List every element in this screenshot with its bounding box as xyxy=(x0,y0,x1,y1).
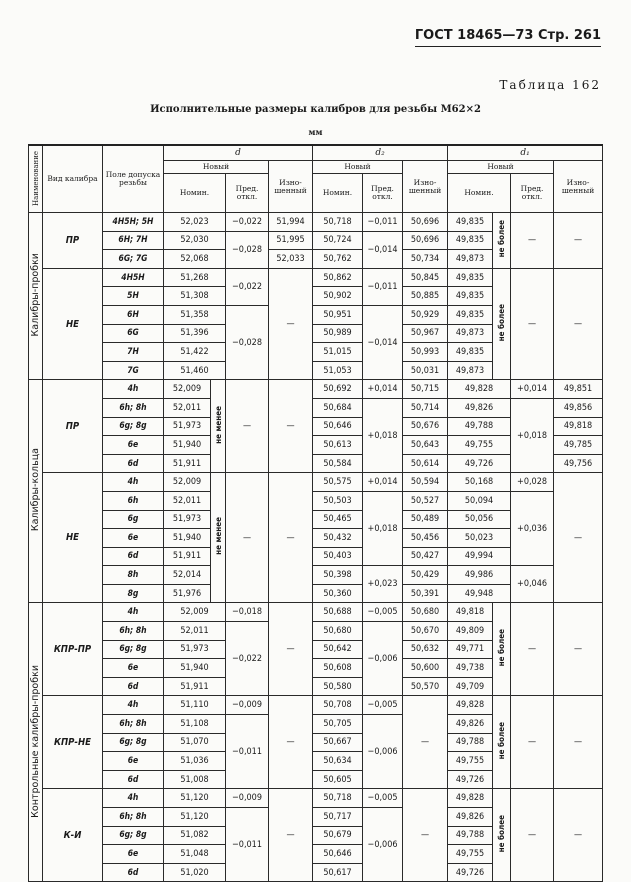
header-d-nom: Номин. xyxy=(164,174,226,213)
cell-field: 6d xyxy=(103,547,164,566)
cell-field: 6g xyxy=(103,510,164,529)
cell-kind: КПР-ПР xyxy=(43,603,103,696)
cell-d-nom: 52,023 xyxy=(164,213,226,232)
cell-field: 6G; 7G xyxy=(103,250,164,269)
cell-d1-pred: +0,028 xyxy=(511,473,554,492)
cell-d-nom: 52,014 xyxy=(164,566,211,585)
header-d1-pred: Пред. откл. xyxy=(511,174,554,213)
cell-d2-nom: 51,053 xyxy=(313,361,363,380)
cell-field: 6g; 8g xyxy=(103,417,164,436)
cell-field: 6d xyxy=(103,454,164,473)
header-kind: Вид калибра xyxy=(43,145,103,213)
cell-d1-nom: 49,788 xyxy=(448,417,511,436)
cell-d1-nom: 49,755 xyxy=(448,436,511,455)
cell-d2-worn: 50,929 xyxy=(403,305,448,324)
cell-d2-nom: 50,708 xyxy=(313,696,363,715)
cell-d2-worn: 50,845 xyxy=(403,268,448,287)
cell-d1-nom: 49,835 xyxy=(448,213,493,232)
header-field: Поле допуска резьбы xyxy=(103,145,164,213)
cell-d1-nom: 49,835 xyxy=(448,305,493,324)
cell-field: 7G xyxy=(103,361,164,380)
cell-d-nom: 51,911 xyxy=(164,454,211,473)
cell-d-nom: 51,940 xyxy=(164,436,211,455)
cell-d2-worn: 50,734 xyxy=(403,250,448,269)
cell-d2-worn: 50,643 xyxy=(403,436,448,455)
cell-d-pred: −0,011 xyxy=(226,715,269,789)
table-row xyxy=(29,213,603,232)
cell-d2-worn: 50,570 xyxy=(403,677,448,696)
table-row xyxy=(29,696,603,715)
cell-d-pred: −0,009 xyxy=(226,789,269,808)
cell-d1-nom: 49,709 xyxy=(448,677,493,696)
cell-d2-nom: 50,679 xyxy=(313,826,363,845)
cell-d-nom: 51,396 xyxy=(164,324,226,343)
cell-d-nom: 51,020 xyxy=(164,863,226,882)
calibre-dimensions-table xyxy=(28,144,603,882)
cell-d2-nom: 50,902 xyxy=(313,287,363,306)
cell-d-pred: −0,022 xyxy=(226,622,269,696)
cell-field: 6h; 8h xyxy=(103,622,164,641)
cell-d2-pred: +0,018 xyxy=(363,398,403,472)
cell-d2-worn: 50,715 xyxy=(403,380,448,399)
cell-d2-worn: 50,676 xyxy=(403,417,448,436)
cell-d-worn: — xyxy=(269,789,313,882)
cell-d-pred: −0,022 xyxy=(226,213,269,232)
cell-field: 6g; 8g xyxy=(103,640,164,659)
header-d1-worn: Изно-шенный xyxy=(554,161,603,213)
cell-d-nom: 51,268 xyxy=(164,268,226,287)
cell-d2-worn: 50,429 xyxy=(403,566,448,585)
cell-d2-worn: 50,714 xyxy=(403,398,448,417)
cell-d2-pred: −0,011 xyxy=(363,268,403,305)
cell-d-nom: 51,308 xyxy=(164,287,226,306)
cell-d-nom: 52,030 xyxy=(164,231,226,250)
cell-d1-nom: 49,873 xyxy=(448,324,493,343)
cell-d2-pred: +0,014 xyxy=(363,473,403,492)
cell-field: 6e xyxy=(103,436,164,455)
header-d: d xyxy=(164,145,313,161)
cell-d-nom: 51,940 xyxy=(164,659,226,678)
cell-d-nom: 51,911 xyxy=(164,547,211,566)
cell-d2-pred: −0,005 xyxy=(363,789,403,808)
cell-d2-nom: 50,613 xyxy=(313,436,363,455)
header-d1-new: Новый xyxy=(448,161,554,174)
cell-d2-nom: 50,989 xyxy=(313,324,363,343)
cell-d2-nom: 50,646 xyxy=(313,417,363,436)
cell-d-worn: 51,995 xyxy=(269,231,313,250)
cell-d-nom: 51,008 xyxy=(164,770,226,789)
cell-d2-nom: 50,642 xyxy=(313,640,363,659)
cell-d-nom: 52,011 xyxy=(164,398,211,417)
cell-d2-pred: −0,014 xyxy=(363,305,403,379)
cell-d-pred: — xyxy=(226,473,269,603)
cell-d-nom: 51,110 xyxy=(164,696,226,715)
cell-d1-pred: — xyxy=(511,603,554,696)
header-d-new: Новый xyxy=(164,161,269,174)
table-body xyxy=(29,213,603,882)
cell-d1-nom: 49,873 xyxy=(448,250,493,269)
cell-d2-pred: −0,005 xyxy=(363,603,403,622)
cell-field: 6G xyxy=(103,324,164,343)
cell-d1-nom: 49,826 xyxy=(448,808,493,827)
cell-d-nom: 51,911 xyxy=(164,677,226,696)
cell-d1-worn: — xyxy=(554,473,603,603)
cell-d2-worn: — xyxy=(403,696,448,789)
cell-d2-nom: 50,403 xyxy=(313,547,363,566)
cell-d2-worn: 50,427 xyxy=(403,547,448,566)
cell-d2-nom: 50,684 xyxy=(313,398,363,417)
cell-d1-nom: 49,835 xyxy=(448,268,493,287)
cell-d-nom: 51,973 xyxy=(164,417,211,436)
cell-d1-nom: 49,828 xyxy=(448,789,493,808)
table-row xyxy=(29,268,603,287)
cell-d-nom: 51,973 xyxy=(164,510,211,529)
cell-d1-nom: 50,094 xyxy=(448,491,511,510)
table-row xyxy=(29,789,603,808)
cell-d1-worn: — xyxy=(554,696,603,789)
cell-d1-nom: 49,828 xyxy=(448,380,511,399)
cell-d2-worn: 50,600 xyxy=(403,659,448,678)
cell-d2-worn: 50,594 xyxy=(403,473,448,492)
cell-d-nom: 51,070 xyxy=(164,733,226,752)
cell-d1-nom: 49,726 xyxy=(448,863,493,882)
cell-group: Калибры-пробки xyxy=(29,213,43,380)
cell-d2-worn: 50,670 xyxy=(403,622,448,641)
header-d2-worn: Изно-шенный xyxy=(403,161,448,213)
cell-field: 4H5H xyxy=(103,268,164,287)
cell-d2-nom: 50,951 xyxy=(313,305,363,324)
table-title: Исполнительные размеры калибров для резьбы М62×2 xyxy=(150,104,481,115)
cell-d1-worn: 49,756 xyxy=(554,454,603,473)
cell-d1-note: не более xyxy=(493,789,511,882)
cell-d2-worn: 50,456 xyxy=(403,529,448,548)
table-row xyxy=(29,603,603,622)
header-d1: d₁ xyxy=(448,145,603,161)
cell-d2-nom: 50,608 xyxy=(313,659,363,678)
cell-d-pred: −0,028 xyxy=(226,305,269,379)
cell-d1-nom: 49,726 xyxy=(448,454,511,473)
header-d2-pred: Пред. откл. xyxy=(363,174,403,213)
cell-d2-worn: 50,489 xyxy=(403,510,448,529)
cell-d2-nom: 50,360 xyxy=(313,584,363,603)
cell-field: 4h xyxy=(103,696,164,715)
cell-d2-nom: 50,580 xyxy=(313,677,363,696)
cell-d2-nom: 50,432 xyxy=(313,529,363,548)
cell-d1-worn: 49,856 xyxy=(554,398,603,417)
cell-d2-pred: +0,023 xyxy=(363,566,403,603)
cell-d2-pred: +0,014 xyxy=(363,380,403,399)
cell-d-nom: 51,973 xyxy=(164,640,226,659)
cell-d2-nom: 50,398 xyxy=(313,566,363,585)
cell-d2-pred: +0,018 xyxy=(363,491,403,565)
cell-d1-note: не более xyxy=(493,603,511,696)
cell-d2-nom: 50,705 xyxy=(313,715,363,734)
cell-kind: НЕ xyxy=(43,473,103,603)
cell-d1-worn: — xyxy=(554,268,603,380)
cell-d1-pred: — xyxy=(511,789,554,882)
cell-d2-pred: −0,014 xyxy=(363,231,403,268)
cell-d2-nom: 50,605 xyxy=(313,770,363,789)
cell-d2-nom: 50,617 xyxy=(313,863,363,882)
cell-d1-nom: 49,835 xyxy=(448,231,493,250)
cell-field: 6h; 8h xyxy=(103,808,164,827)
cell-d1-nom: 49,835 xyxy=(448,287,493,306)
cell-field: 6e xyxy=(103,752,164,771)
cell-field: 6e xyxy=(103,845,164,864)
cell-field: 6d xyxy=(103,863,164,882)
cell-d1-nom: 49,828 xyxy=(448,696,493,715)
cell-d-nom: 51,082 xyxy=(164,826,226,845)
cell-d1-worn: — xyxy=(554,213,603,269)
cell-d2-nom: 50,465 xyxy=(313,510,363,529)
cell-d-nom: 51,108 xyxy=(164,715,226,734)
cell-d2-nom: 50,724 xyxy=(313,231,363,250)
cell-field: 4h xyxy=(103,473,164,492)
header-d2-nom: Номин. xyxy=(313,174,363,213)
cell-kind: К-И xyxy=(43,789,103,882)
cell-d-nom: 51,460 xyxy=(164,361,226,380)
cell-d2-nom: 50,575 xyxy=(313,473,363,492)
page-header: ГОСТ 18465—73 Стр. 261 xyxy=(415,28,601,47)
cell-d-nom: 51,048 xyxy=(164,845,226,864)
cell-d-nom: 51,976 xyxy=(164,584,211,603)
cell-d2-nom: 50,762 xyxy=(313,250,363,269)
cell-field: 6e xyxy=(103,529,164,548)
cell-d2-worn: 50,031 xyxy=(403,361,448,380)
cell-d1-note: не более xyxy=(493,696,511,789)
cell-d2-worn: 50,885 xyxy=(403,287,448,306)
cell-kind: НЕ xyxy=(43,268,103,380)
header-d-pred: Пред. откл. xyxy=(226,174,269,213)
cell-field: 6h; 8h xyxy=(103,715,164,734)
cell-d-nom: 51,120 xyxy=(164,808,226,827)
cell-field: 6H xyxy=(103,305,164,324)
cell-field: 6e xyxy=(103,659,164,678)
cell-d2-nom: 50,503 xyxy=(313,491,363,510)
cell-d1-nom: 50,023 xyxy=(448,529,511,548)
cell-d1-nom: 49,986 xyxy=(448,566,511,585)
cell-d1-nom: 50,056 xyxy=(448,510,511,529)
cell-field: 4h xyxy=(103,603,164,622)
cell-d1-note: не более xyxy=(493,213,511,269)
cell-d2-nom: 50,688 xyxy=(313,603,363,622)
cell-field: 4h xyxy=(103,789,164,808)
cell-d2-nom: 50,718 xyxy=(313,789,363,808)
cell-group: Калибры-кольца xyxy=(29,380,43,603)
cell-d1-pred: — xyxy=(511,696,554,789)
cell-d2-worn: 50,696 xyxy=(403,231,448,250)
cell-d-nom: 51,036 xyxy=(164,752,226,771)
cell-d2-nom: 50,667 xyxy=(313,733,363,752)
cell-d1-nom: 49,835 xyxy=(448,343,493,362)
cell-d-nom: 51,358 xyxy=(164,305,226,324)
cell-d2-worn: 50,967 xyxy=(403,324,448,343)
cell-d-worn: 52,033 xyxy=(269,250,313,269)
cell-d-worn: — xyxy=(269,380,313,473)
cell-d1-worn: 49,818 xyxy=(554,417,603,436)
cell-d-pred: — xyxy=(226,380,269,473)
cell-d-nom: 52,009 xyxy=(164,473,211,492)
cell-d1-pred: +0,018 xyxy=(511,398,554,472)
cell-d1-nom: 49,948 xyxy=(448,584,511,603)
header-d2-new: Новый xyxy=(313,161,403,174)
cell-d1-nom: 49,771 xyxy=(448,640,493,659)
cell-kind: ПР xyxy=(43,213,103,269)
cell-d1-nom: 49,826 xyxy=(448,398,511,417)
cell-d-worn: — xyxy=(269,603,313,696)
cell-d-note: не менее xyxy=(211,380,226,473)
cell-d2-nom: 50,646 xyxy=(313,845,363,864)
cell-d1-nom: 49,738 xyxy=(448,659,493,678)
cell-field: 4h xyxy=(103,380,164,399)
cell-d-worn: — xyxy=(269,268,313,380)
cell-field: 6g; 8g xyxy=(103,826,164,845)
table-row xyxy=(29,380,603,399)
cell-kind: КПР-НЕ xyxy=(43,696,103,789)
cell-d2-pred: −0,011 xyxy=(363,213,403,232)
cell-d1-nom: 50,168 xyxy=(448,473,511,492)
cell-d1-nom: 49,818 xyxy=(448,603,493,622)
cell-d-nom: 52,011 xyxy=(164,622,226,641)
cell-d1-worn: — xyxy=(554,603,603,696)
cell-group: Контрольные калибры-пробки xyxy=(29,603,43,882)
cell-d2-nom: 50,634 xyxy=(313,752,363,771)
cell-d2-worn: 50,391 xyxy=(403,584,448,603)
cell-d-nom: 51,940 xyxy=(164,529,211,548)
cell-d2-nom: 50,680 xyxy=(313,622,363,641)
cell-d1-nom: 49,726 xyxy=(448,770,493,789)
cell-d1-worn: — xyxy=(554,789,603,882)
cell-d1-pred: +0,036 xyxy=(511,491,554,565)
cell-d2-worn: — xyxy=(403,789,448,882)
table-row xyxy=(29,491,603,510)
cell-field: 6H; 7H xyxy=(103,231,164,250)
cell-d-nom: 52,009 xyxy=(164,380,211,399)
header-d2: d₂ xyxy=(313,145,448,161)
cell-d-nom: 52,009 xyxy=(164,603,226,622)
cell-d1-pred: — xyxy=(511,268,554,380)
header-d-worn: Изно-шенный xyxy=(269,161,313,213)
cell-field: 7H xyxy=(103,343,164,362)
table-row xyxy=(29,566,603,585)
cell-field: 4H5H; 5H xyxy=(103,213,164,232)
cell-d1-nom: 49,809 xyxy=(448,622,493,641)
cell-d2-worn: 50,614 xyxy=(403,454,448,473)
cell-kind: ПР xyxy=(43,380,103,473)
unit-label: мм xyxy=(308,127,323,137)
cell-d2-worn: 50,993 xyxy=(403,343,448,362)
cell-field: 6h xyxy=(103,491,164,510)
cell-field: 8g xyxy=(103,584,164,603)
cell-d-worn: — xyxy=(269,473,313,603)
cell-d1-nom: 49,994 xyxy=(448,547,511,566)
cell-field: 6d xyxy=(103,677,164,696)
cell-d2-nom: 50,718 xyxy=(313,213,363,232)
cell-d-pred: −0,018 xyxy=(226,603,269,622)
cell-d2-pred: −0,005 xyxy=(363,696,403,715)
cell-d1-nom: 49,826 xyxy=(448,715,493,734)
cell-d1-nom: 49,755 xyxy=(448,845,493,864)
cell-d-pred: −0,022 xyxy=(226,268,269,305)
cell-d2-nom: 50,692 xyxy=(313,380,363,399)
cell-field: 6g; 8g xyxy=(103,733,164,752)
cell-d-worn: 51,994 xyxy=(269,213,313,232)
table-row xyxy=(29,473,603,492)
cell-d1-worn: 49,785 xyxy=(554,436,603,455)
cell-d2-nom: 51,015 xyxy=(313,343,363,362)
cell-d2-pred: −0,006 xyxy=(363,808,403,882)
cell-d1-pred: +0,046 xyxy=(511,566,554,603)
cell-d2-worn: 50,632 xyxy=(403,640,448,659)
cell-d2-pred: −0,006 xyxy=(363,622,403,696)
cell-d-pred: −0,011 xyxy=(226,808,269,882)
cell-d2-pred: −0,006 xyxy=(363,715,403,789)
cell-d2-nom: 50,717 xyxy=(313,808,363,827)
cell-d1-nom: 49,788 xyxy=(448,826,493,845)
cell-field: 6h; 8h xyxy=(103,398,164,417)
cell-d1-nom: 49,755 xyxy=(448,752,493,771)
cell-d1-note: не более xyxy=(493,268,511,380)
cell-d-nom: 51,120 xyxy=(164,789,226,808)
cell-d2-worn: 50,527 xyxy=(403,491,448,510)
cell-d2-worn: 50,680 xyxy=(403,603,448,622)
header-name: Наименование xyxy=(29,145,43,213)
cell-d-worn: — xyxy=(269,696,313,789)
table-row xyxy=(29,398,603,417)
cell-d1-pred: — xyxy=(511,213,554,269)
cell-d2-nom: 50,862 xyxy=(313,268,363,287)
cell-field: 8h xyxy=(103,566,164,585)
cell-field: 5H xyxy=(103,287,164,306)
header-d1-nom: Номин. xyxy=(448,174,511,213)
cell-d2-worn: 50,696 xyxy=(403,213,448,232)
cell-d-pred: −0,028 xyxy=(226,231,269,268)
cell-d-nom: 51,422 xyxy=(164,343,226,362)
cell-d1-nom: 49,788 xyxy=(448,733,493,752)
cell-field: 6d xyxy=(103,770,164,789)
cell-d-nom: 52,011 xyxy=(164,491,211,510)
cell-d1-worn: 49,851 xyxy=(554,380,603,399)
cell-d-nom: 52,068 xyxy=(164,250,226,269)
cell-d1-nom: 49,873 xyxy=(448,361,493,380)
cell-d1-pred: +0,014 xyxy=(511,380,554,399)
table-number: Таблица 162 xyxy=(499,78,601,92)
cell-d-note: не менее xyxy=(211,473,226,603)
cell-d-pred: −0,009 xyxy=(226,696,269,715)
cell-d2-nom: 50,584 xyxy=(313,454,363,473)
